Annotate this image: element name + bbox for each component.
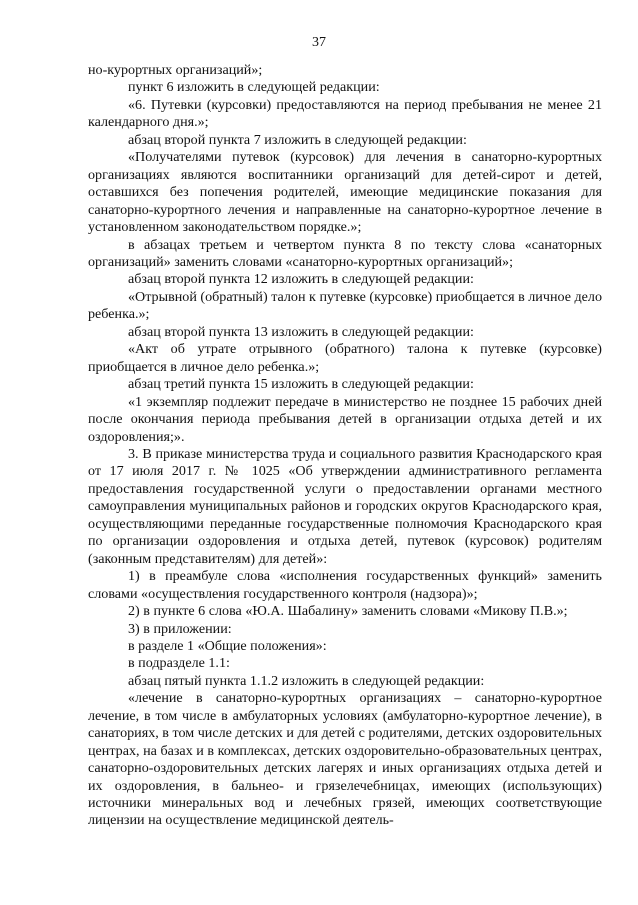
paragraph: абзац второй пункта 13 изложить в следующей редакции:: [128, 323, 474, 340]
paragraph: абзац пятый пункта 1.1.2 изложить в следующей редакции:: [128, 672, 485, 689]
paragraph: 3. В приказе министерства труда и социального развития Краснодарского края от 17 июля 2017 г. № 1025 «Об утверждении административного регламента предоставления государственной услуги о предоставлении органами местного самоуправления муниципальных районов и городских округов Краснодарского края, осуществляющими переданные государственные полномочия Краснодарского края по организации оздоровления и отдыха детей, путевок (курсовок) родителям (законным представителям) для детей»:: [88, 445, 602, 567]
paragraph: абзац второй пункта 12 изложить в следующей редакции:: [128, 271, 474, 288]
paragraph: 2) в пункте 6 слова «Ю.А. Шабалину» заменить словами «Микову П.В.»;: [128, 603, 568, 620]
paragraph: абзац второй пункта 7 изложить в следующей редакции:: [128, 131, 467, 148]
paragraph: абзац третий пункта 15 изложить в следующей редакции:: [128, 376, 474, 393]
paragraph: «лечение в санаторно-курортных организациях – санаторно-курортное лечение, в том числе в амбулаторных условиях (амбулаторно-курортное лечение), в санаториях, в том числе детских и для детей с родителями, детских оздоровительных центрах, на базах и в комплексах, детских оздоровительно-образовательных центрах, санаторно-оздоровительных детских лагерях и иных организациях отдыха детей и их оздоровления, в бальнео- и грязелечебницах, имеющих (использующих) источники минеральных вод и лечебных грязей, имеющих соответствующие лицензии на осуществление медицинской деятель-: [88, 690, 602, 829]
paragraph: 1) в преамбуле слова «исполнения государственных функций» заменить словами «осуществления государственного контроля (надзора)»;: [88, 568, 602, 602]
paragraph: пункт 6 изложить в следующей редакции:: [128, 79, 380, 96]
paragraph: «Отрывной (обратный) талон к путевке (курсовке) приобщается в личное дело ребенка.»;: [88, 288, 602, 323]
paragraph: в подразделе 1.1:: [128, 655, 230, 672]
document-body: [88, 62, 602, 830]
paragraph: 3) в приложении:: [128, 620, 232, 637]
paragraph: «Получателями путевок (курсовок) для лечения в санаторно-курортных организациях являются воспитанники организаций для детей-сирот и детей, оставшихся без попечения родителей, имеющие медицинские показания для санаторно-курортного лечения и направленные на санаторно-курортное лечение в установленном законодательством порядке.»;: [88, 149, 602, 236]
page-number: 37: [312, 35, 326, 50]
paragraph: «1 экземпляр подлежит передаче в министерство не позднее 15 рабочих дней после окончания периода пребывания детей в организации отдыха детей и их оздоровления;».: [88, 393, 602, 445]
paragraph: в абзацах третьем и четвертом пункта 8 по тексту слова «санаторных организаций» заменить словами «санаторно-курортных организаций»;: [88, 236, 602, 270]
paragraph: в разделе 1 «Общие положения»:: [128, 637, 327, 654]
paragraph: но-курортных организаций»;: [88, 62, 263, 78]
paragraph: «Акт об утрате отрывного (обратного) талона к путевке (курсовке) приобщается в личное дело ребенка.»;: [88, 341, 602, 375]
paragraph: «6. Путевки (курсовки) предоставляются на период пребывания не менее 21 календарного дня.»;: [88, 96, 602, 131]
